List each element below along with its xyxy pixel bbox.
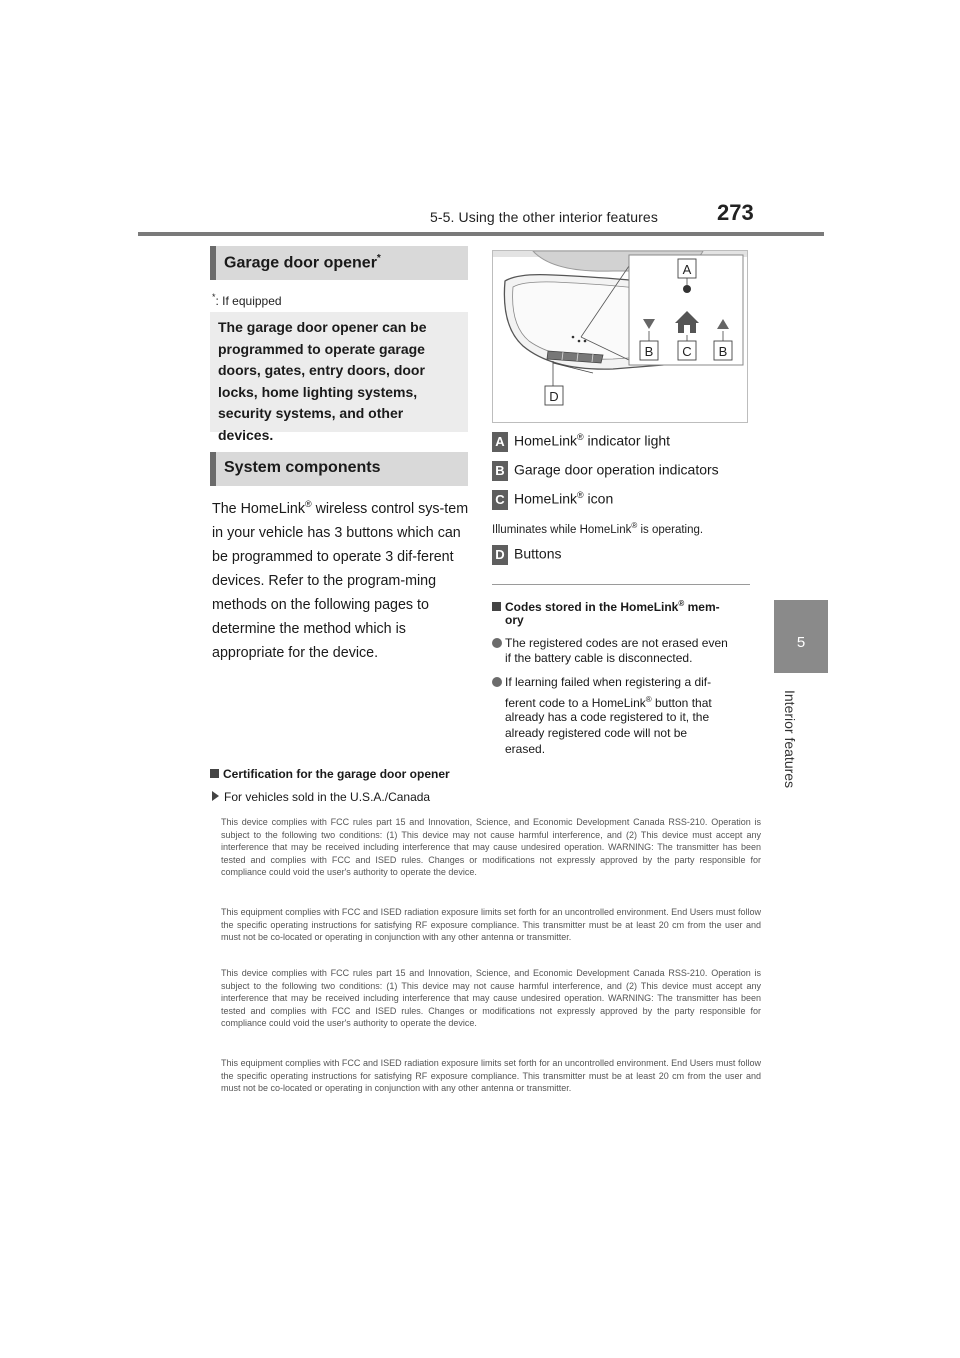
fcc-statement-2: This equipment complies with FCC and ISED radiation exposure limits set forth for an uncontrolled environment. End Users must follow the specific operating instructions for satisfying RF exposure compliance. This transmitter must be at least 20 cm from the user and must not be co-located or operating in conjunction with any other antenna or transmitter. [221,907,761,942]
legend-note: Illuminates while HomeLink® is operating. [492,521,704,536]
chapter-number: 5 [796,634,806,651]
bullet-dot-icon [492,677,502,687]
triangle-arrow-icon [212,791,219,801]
legend-label: HomeLink® icon [514,490,614,507]
intro-box [210,312,468,443]
garage-section-title: Garage door opener* [210,246,468,280]
fcc-statement-3: This device complies with FCC rules part 15 and Innovation, Science, and Economic Development Canada RSS-210. Operation is subject to the following two conditions: (1) This device may not cause harmful interference, and (2) This device must accept any interference that may be received including interference that may cause undesired operation. WARNING: The transmitter has been tested and complies with FCC and ISED rules. Changes or modifications not expressly approved by the party responsible for compliance could void the user's authority to operate the device. [221,968,761,1028]
legend-badge: B [492,461,508,481]
legend-label: HomeLink® indicator light [514,432,671,449]
svg-text:D: D [549,389,559,404]
bullet-dot-icon [492,638,502,648]
certification-heading: Certification for the garage door opener [210,767,450,782]
legend-label: Buttons [514,545,562,562]
codes-bullet-1: The registered codes are not erased even if the battery cable is disconnected. [492,636,752,668]
footnote: *: If equipped [212,292,282,308]
header-rule [138,232,824,236]
mirror-illustration [493,251,748,423]
legend-badge: C [492,490,508,510]
page-number: 273 [717,200,754,225]
codes-heading-line2: ory [505,613,524,627]
svg-text:C: C [682,344,692,359]
chapter-label: Interior features [782,690,798,789]
svg-text:A: A [682,262,692,277]
square-bullet-icon [210,769,219,778]
mirror-diagram [492,250,748,423]
intro-text: The garage door opener can be programmed to operate garage doors, gates, entry doors, door locks, home lighting systems, security systems, and other devices. [218,319,427,443]
components-section-title: System components [210,452,468,486]
divider [492,584,750,585]
square-bullet-icon [492,602,501,611]
codes-bullet-2: If learning failed when registering a dif- ferent code to a HomeLink® button that already has a code registered to it, the already registered code will not be erased. [492,675,752,759]
svg-text:B: B [644,344,654,359]
legend-label: Garage door operation indicators [514,461,719,478]
certification-subheading: For vehicles sold in the U.S.A./Canada [212,790,430,805]
legend-badge: A [492,432,508,452]
svg-text:B: B [718,344,728,359]
codes-heading: Codes stored in the HomeLink® mem- [492,596,720,615]
section-heading: 5-5. Using the other interior features [430,209,658,225]
components-body: The HomeLink® wireless control sys-tem in your vehicle has 3 buttons which can be programmed to operate 3 dif-ferent devices. Refer to the program-ming methods on the following pages to determine the method which is appropriate for the device. [212,499,469,661]
fcc-statement-4: This equipment complies with FCC and ISED radiation exposure limits set forth for an uncontrolled environment. End Users must follow the specific operating instructions for satisfying RF exposure compliance. This transmitter must be at least 20 cm from the user and must not be co-located or operating in conjunction with any other antenna or transmitter. [221,1058,761,1093]
legend-badge: D [492,545,508,565]
fcc-statement-1: This device complies with FCC rules part 15 and Innovation, Science, and Economic Development Canada RSS-210. Operation is subject to the following two conditions: (1) This device may not cause harmful interference, and (2) This device must accept any interference that may be received including interference that may cause undesired operation. WARNING: The transmitter has been tested and complies with FCC and ISED rules. Changes or modifications not expressly approved by the party responsible for compliance could void the user's authority to operate the device. [221,817,761,877]
